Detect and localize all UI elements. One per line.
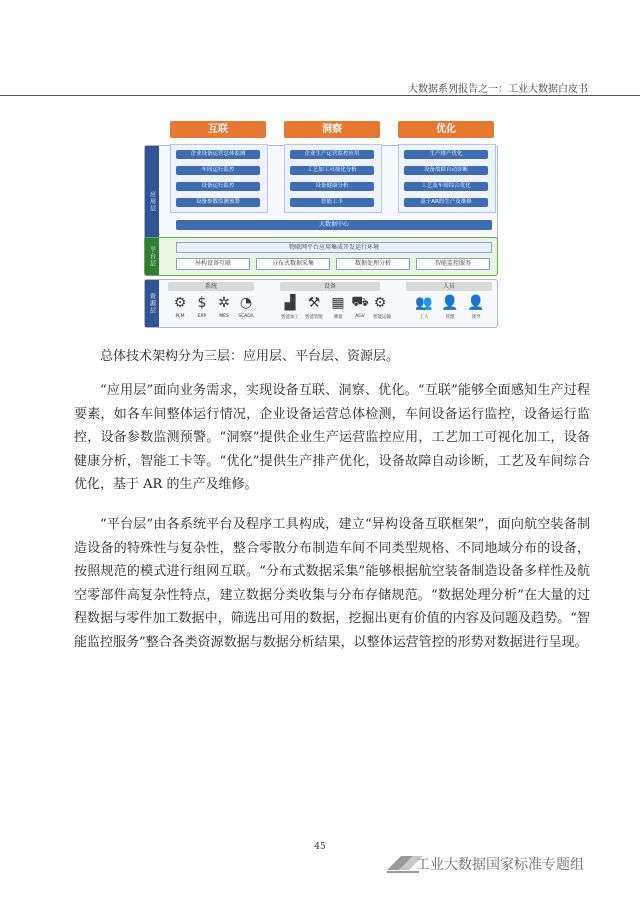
resource-caption: AGV (355, 314, 365, 319)
resource-caption: 测量 (333, 315, 343, 320)
resource-caption: 工人 (419, 315, 429, 320)
platform-layer-label: 平台层 (145, 238, 159, 275)
platform-item: 智能监控服务 (416, 258, 490, 270)
measure-icon: ▦ (331, 295, 345, 311)
mes-gear-icon: ✲ (218, 295, 230, 311)
agv-icon: ⛟ (351, 294, 369, 310)
column-title-interconnect: 互联 (170, 121, 266, 138)
paragraph-platform-layer: “平台层”由各系统平台及程序工具构成，建立“异构设备互联框架”，面向航空装备制造设备的特殊性与复杂性，整合零散分布制造车间不同类型规格、不同地域分布的设备，按照规范的模式进行组网互联。“分布式数据采集”能够根据航空装备制造设备多样性及航空零部件高复杂性特点，建立数据分类收集与分布存储规范。“数据处理分析”在大量的过程数据与零件加工数据中，筛选出可用的数据，挖掘出更有价值的内容及问题及趋势。“智能监控服务”整合各类资源数据与数据分析结果，以整体运营管控的形势对数据进行呈现。 (74, 517, 590, 650)
app-item: 基于AR的生产及维修 (404, 198, 488, 207)
header-title: 大数据系列报告之一：工业大数据白皮书 (408, 84, 588, 95)
resource-caption: MES (219, 314, 229, 319)
architecture-diagram (144, 121, 498, 327)
paragraph-overview: 总体技术架构分为三层：应用层、平台层、资源层。 (100, 349, 400, 364)
app-item: 生产排产优化 (404, 150, 488, 159)
platform-item: 分布式数据采集 (256, 258, 330, 270)
app-item: 企业设备运营总体监测 (176, 150, 260, 159)
app-item: 车间运行监控 (176, 166, 260, 175)
column-title-optimize: 优化 (398, 121, 494, 138)
plm-gear-icon: ⚙ (173, 295, 187, 311)
leader-icon: 👤 (467, 295, 485, 311)
worker-icon: 👥 (415, 295, 433, 311)
resource-layer-label: 资源层 (145, 280, 159, 327)
column-title-insight: 洞察 (284, 121, 380, 138)
resource-caption: ERP (197, 314, 207, 319)
resource-caption: 领导 (471, 315, 481, 320)
transport-robot-icon: ⚙ (373, 295, 387, 311)
manager-icon: 👤 (441, 295, 459, 311)
resource-group-systems: 系统 (168, 282, 254, 291)
resource-caption: 智能加工 (281, 315, 299, 320)
app-item: 设备故障自动诊断 (404, 166, 488, 175)
page-number: 45 (314, 842, 326, 852)
resource-caption: 管理 (445, 315, 455, 320)
application-layer-label: 应用层 (145, 146, 159, 257)
factory-icon: ▟ (284, 295, 296, 311)
scada-gauge-icon: ◔ (239, 295, 253, 311)
platform-item: 数据处理分析 (336, 258, 410, 270)
resource-caption: 智能运输 (373, 315, 391, 320)
erp-dollar-icon: $ (197, 295, 207, 311)
app-item: 智能工卡 (290, 198, 374, 207)
app-item: 设备健康分析 (290, 182, 374, 191)
app-item: 工艺及车间综合优化 (404, 182, 488, 191)
app-item: 设备参数监测预警 (176, 198, 260, 207)
app-item: 企业生产运营监控应用 (290, 150, 374, 159)
resource-caption: 智能装配 (305, 315, 323, 320)
page-header (70, 80, 588, 96)
robot-arm-icon: ⚒ (307, 295, 321, 311)
big-data-center: 大数据中心 (176, 220, 492, 230)
app-item: 设备运行监控 (176, 182, 260, 191)
app-item: 工艺加工可视化分析 (290, 166, 374, 175)
platform-bar: 物联网平台应用集成开发运行环境 (176, 242, 492, 253)
resource-group-personnel: 人员 (406, 282, 492, 291)
footer-org-name: 工业大数据国家标准专题组 (416, 857, 584, 873)
header-rule (0, 95, 640, 96)
platform-item: 异构设备互联 (176, 258, 250, 270)
resource-group-equipment: 设备 (280, 282, 380, 291)
resource-caption: PLM (175, 314, 185, 319)
resource-caption: SCADA (238, 314, 254, 319)
paragraph-application-layer: “应用层”面向业务需求，实现设备互联、洞察、优化。“互联”能够全面感知生产过程要素，如各车间整体运行情况，企业设备运营总体检测，车间设备运行监控，设备运行监控，设备参数监测预警。“洞察”提供企业生产运营监控应用，工艺加工可视化加工，设备健康分析，智能工卡等。“优化”提供生产排产优化，设备故障自动诊断，工艺及车间综合优化，基于 AR 的生产及维修。 (74, 383, 590, 492)
